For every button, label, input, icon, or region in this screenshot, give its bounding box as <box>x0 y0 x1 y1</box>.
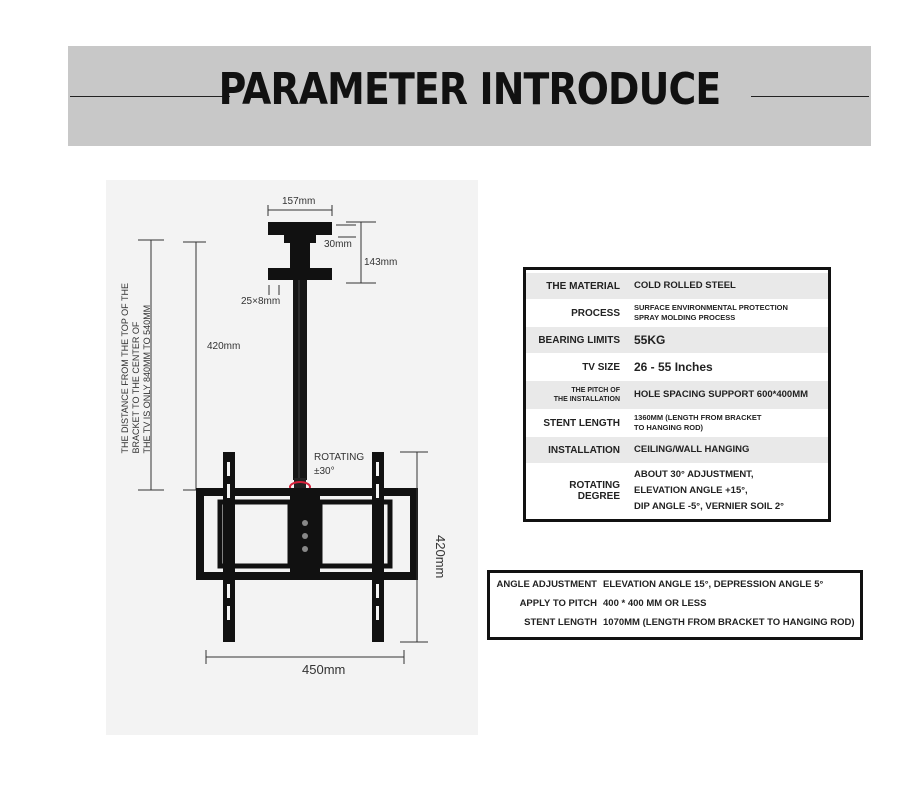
spec-value: 55KG <box>634 333 666 347</box>
spec-key: APPLY TO PITCH <box>519 597 597 609</box>
dim-top-width-text: 157mm <box>282 196 316 207</box>
dim-pole-text: 420mm <box>207 341 241 352</box>
side-note <box>120 283 153 454</box>
spec-row <box>526 327 828 353</box>
spec-value: CEILING/WALL HANGING <box>634 444 750 455</box>
header-banner <box>68 46 871 146</box>
spec-value: 1360MM (LENGTH FROM BRACKET TO HANGING ROD) <box>634 413 762 432</box>
dim-plate-gap-text: 30mm <box>324 239 352 250</box>
spec-value: ELEVATION ANGLE 15°, DEPRESSION ANGLE 5° <box>603 578 824 590</box>
spec-key: THE PITCH OF THE INSTALLATION <box>553 387 620 403</box>
pole <box>293 280 307 480</box>
side-note-line: BRACKET TO THE CENTER OF <box>131 321 141 454</box>
spec-key: BEARING LIMITS <box>538 334 620 346</box>
spec-value: SURFACE ENVIRONMENTAL PROTECTION SPRAY MOLDING PROCESS <box>634 303 788 322</box>
dim-bracket-width-text: 450mm <box>302 662 346 677</box>
spec-row <box>526 463 828 519</box>
product-diagram <box>106 180 478 735</box>
spec-key: ANGLE ADJUSTMENT <box>496 578 597 590</box>
rotating-label: ROTATING <box>314 452 365 463</box>
spec-key: TV SIZE <box>582 361 620 373</box>
page-title: PARAMETER INTRODUCE <box>218 64 721 115</box>
spec-row <box>526 299 828 327</box>
spec-row <box>526 409 828 437</box>
spec-value: COLD ROLLED STEEL <box>634 280 736 291</box>
dim-slot-text: 25×8mm <box>241 296 281 307</box>
spec-row <box>526 273 828 299</box>
spec-value: 26 - 55 Inches <box>634 360 713 374</box>
spec-key: ROTATING DEGREE <box>569 480 620 502</box>
spec-key: PROCESS <box>571 307 620 319</box>
spec-value: ABOUT 30° ADJUSTMENT, ELEVATION ANGLE +15°, DIP ANGLE -5°, VERNIER SOIL 2° <box>634 469 784 512</box>
spec-key: STENT LENGTH <box>543 417 620 429</box>
side-note-line: THE DISTANCE FROM THE TOP OF THE <box>120 283 130 454</box>
spec-key: STENT LENGTH <box>524 616 597 628</box>
spec-row <box>526 381 828 409</box>
spec-value: 400 * 400 MM OR LESS <box>603 597 707 609</box>
spec-value: 1070MM (LENGTH FROM BRACKET TO HANGING ROD) <box>603 616 855 628</box>
spec-table-secondary <box>487 570 863 640</box>
dim-bracket-height-text: 420mm <box>433 535 448 579</box>
spec-key: INSTALLATION <box>548 444 620 456</box>
spec-table-main <box>523 267 831 522</box>
rotating-value: ±30° <box>314 466 335 477</box>
side-note-line: THE TV IS ONLY 840MM TO 540MM <box>142 304 152 454</box>
dim-top-height-text: 143mm <box>364 257 398 268</box>
spec-key: THE MATERIAL <box>546 280 620 292</box>
ceiling-plate <box>268 222 332 235</box>
spec-value: HOLE SPACING SUPPORT 600*400MM <box>634 389 809 400</box>
spec-row <box>490 594 860 612</box>
spec-row <box>490 613 860 631</box>
mount-drawing <box>106 180 478 735</box>
spec-row <box>490 575 860 593</box>
pole-clamp-plate <box>268 268 332 280</box>
spec-row <box>526 353 828 381</box>
spec-row <box>526 437 828 463</box>
